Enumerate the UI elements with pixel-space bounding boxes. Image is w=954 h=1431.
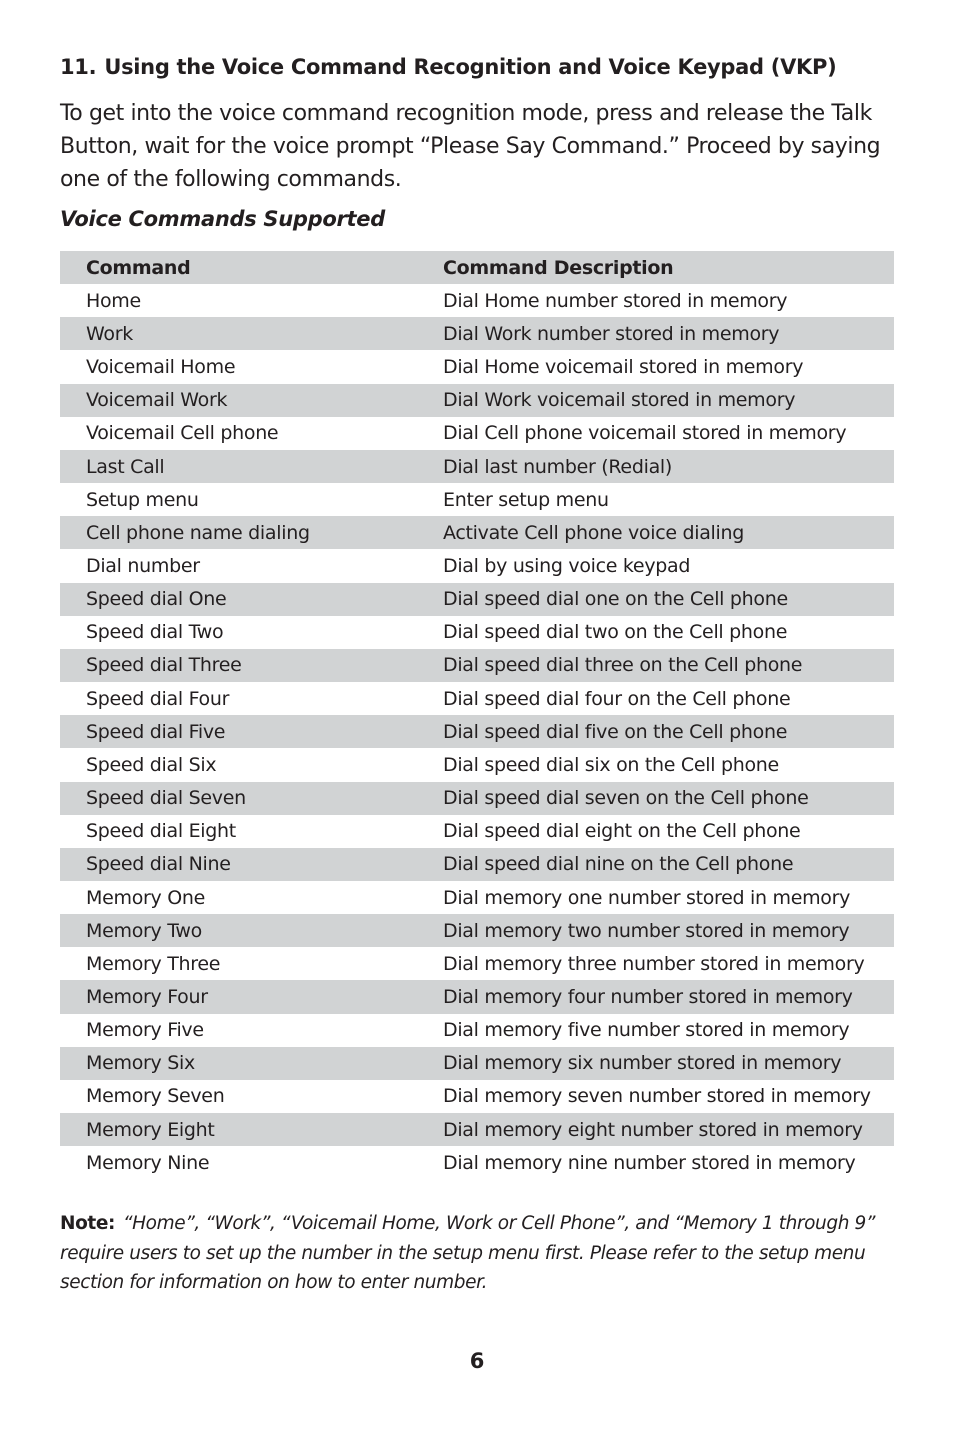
table-row: [60, 848, 894, 881]
command-description-cell: Dial memory one number stored in memory: [443, 886, 851, 909]
command-cell: Memory Six: [86, 1052, 195, 1075]
table-row: [60, 1080, 894, 1113]
table-row: [60, 483, 894, 516]
command-cell: Memory Three: [86, 952, 221, 975]
command-description-cell: Dial Work number stored in memory: [443, 322, 780, 345]
table-row: [60, 1113, 894, 1146]
command-cell: Home: [86, 289, 141, 312]
command-cell: Speed dial Two: [86, 621, 224, 644]
table-subheading: Voice Commands Supported: [60, 207, 385, 231]
command-cell: Memory Four: [86, 986, 208, 1009]
command-description-cell: Dial speed dial four on the Cell phone: [443, 687, 791, 710]
table-row: [60, 549, 894, 582]
table-row: [60, 649, 894, 682]
command-description-cell: Dial Home voicemail stored in memory: [443, 356, 804, 379]
command-cell: Memory One: [86, 886, 205, 909]
command-cell: Memory Two: [86, 919, 202, 942]
section-heading: [60, 55, 836, 79]
table-row: [60, 815, 894, 848]
intro-paragraph: To get into the voice command recognition mode, press and release the Talk Button, wait for the voice prompt “Please Say Command.” Proceed by saying one of the following commands.: [60, 101, 881, 192]
command-description-cell: Dial memory seven number stored in memory: [443, 1085, 871, 1108]
command-description-cell: Dial speed dial five on the Cell phone: [443, 720, 788, 743]
command-description-cell: Dial memory six number stored in memory: [443, 1052, 842, 1075]
command-description-cell: Dial speed dial three on the Cell phone: [443, 654, 803, 677]
command-cell: Memory Nine: [86, 1151, 210, 1174]
command-description-cell: Dial last number (Redial): [443, 455, 672, 478]
command-description-cell: Dial speed dial one on the Cell phone: [443, 588, 788, 611]
command-cell: Dial number: [86, 554, 200, 577]
command-cell: Speed dial Seven: [86, 787, 246, 810]
command-cell: Speed dial Four: [86, 687, 230, 710]
table-row: [60, 516, 894, 549]
table-row: [60, 284, 894, 317]
command-description-cell: Activate Cell phone voice dialing: [443, 521, 745, 544]
table-row: [60, 748, 894, 781]
table-row: [60, 682, 894, 715]
voice-commands-table: [60, 251, 894, 1179]
command-cell: Speed dial Five: [86, 720, 226, 743]
command-description-cell: Dial speed dial two on the Cell phone: [443, 621, 788, 644]
command-description-cell: Dial by using voice keypad: [443, 554, 691, 577]
command-description-cell: Dial memory two number stored in memory: [443, 919, 850, 942]
header-command-description: Command Description: [443, 256, 674, 279]
command-cell: Speed dial Three: [86, 654, 242, 677]
table-row: [60, 715, 894, 748]
note-label: Note:: [60, 1213, 115, 1234]
table-row: [60, 384, 894, 417]
command-description-cell: Dial Work voicemail stored in memory: [443, 389, 796, 412]
command-cell: Voicemail Home: [86, 356, 236, 379]
command-description-cell: Dial memory eight number stored in memory: [443, 1118, 863, 1141]
command-cell: Speed dial Nine: [86, 853, 231, 876]
command-cell: Speed dial One: [86, 588, 227, 611]
command-description-cell: Dial memory three number stored in memory: [443, 952, 865, 975]
note-text: “Home”, “Work”, “Voicemail Home, Work or Cell Phone”, and “Memory 1 through 9” require users to set up the number in the setup menu first. Please refer to the setup menu section for information on how to enter number.: [60, 1213, 876, 1293]
command-description-cell: Dial Cell phone voicemail stored in memory: [443, 422, 847, 445]
table-row: [60, 914, 894, 947]
table-header-row: [60, 251, 894, 284]
command-cell: Speed dial Eight: [86, 820, 236, 843]
section-number: 11.: [60, 55, 97, 79]
command-description-cell: Enter setup menu: [443, 488, 609, 511]
command-cell: Last Call: [86, 455, 165, 478]
command-cell: Voicemail Cell phone: [86, 422, 279, 445]
note-paragraph: [60, 1209, 890, 1298]
command-cell: Memory Five: [86, 1019, 204, 1042]
command-cell: Voicemail Work: [86, 389, 228, 412]
section-title: Using the Voice Command Recognition and Voice Keypad (VKP): [104, 55, 837, 79]
command-description-cell: Dial speed dial seven on the Cell phone: [443, 787, 809, 810]
command-cell: Work: [86, 322, 133, 345]
command-cell: Memory Seven: [86, 1085, 225, 1108]
header-command: Command: [86, 256, 191, 279]
table-row: [60, 317, 894, 350]
command-description-cell: Dial speed dial nine on the Cell phone: [443, 853, 794, 876]
table-row: [60, 583, 894, 616]
table-row: [60, 1047, 894, 1080]
command-description-cell: Dial speed dial six on the Cell phone: [443, 753, 779, 776]
table-row: [60, 980, 894, 1013]
command-cell: Memory Eight: [86, 1118, 215, 1141]
command-description-cell: Dial memory five number stored in memory: [443, 1019, 850, 1042]
table-row: [60, 450, 894, 483]
command-cell: Cell phone name dialing: [86, 521, 310, 544]
page-number: 6: [469, 1349, 485, 1373]
table-row: [60, 417, 894, 450]
command-description-cell: Dial Home number stored in memory: [443, 289, 788, 312]
table-row: [60, 1014, 894, 1047]
table-row: [60, 1146, 894, 1179]
command-cell: Speed dial Six: [86, 753, 217, 776]
table-row: [60, 616, 894, 649]
command-description-cell: Dial speed dial eight on the Cell phone: [443, 820, 801, 843]
table-row: [60, 881, 894, 914]
table-row: [60, 350, 894, 383]
table-row: [60, 947, 894, 980]
table-row: [60, 782, 894, 815]
command-description-cell: Dial memory nine number stored in memory: [443, 1151, 856, 1174]
command-description-cell: Dial memory four number stored in memory: [443, 986, 853, 1009]
command-cell: Setup menu: [86, 488, 199, 511]
